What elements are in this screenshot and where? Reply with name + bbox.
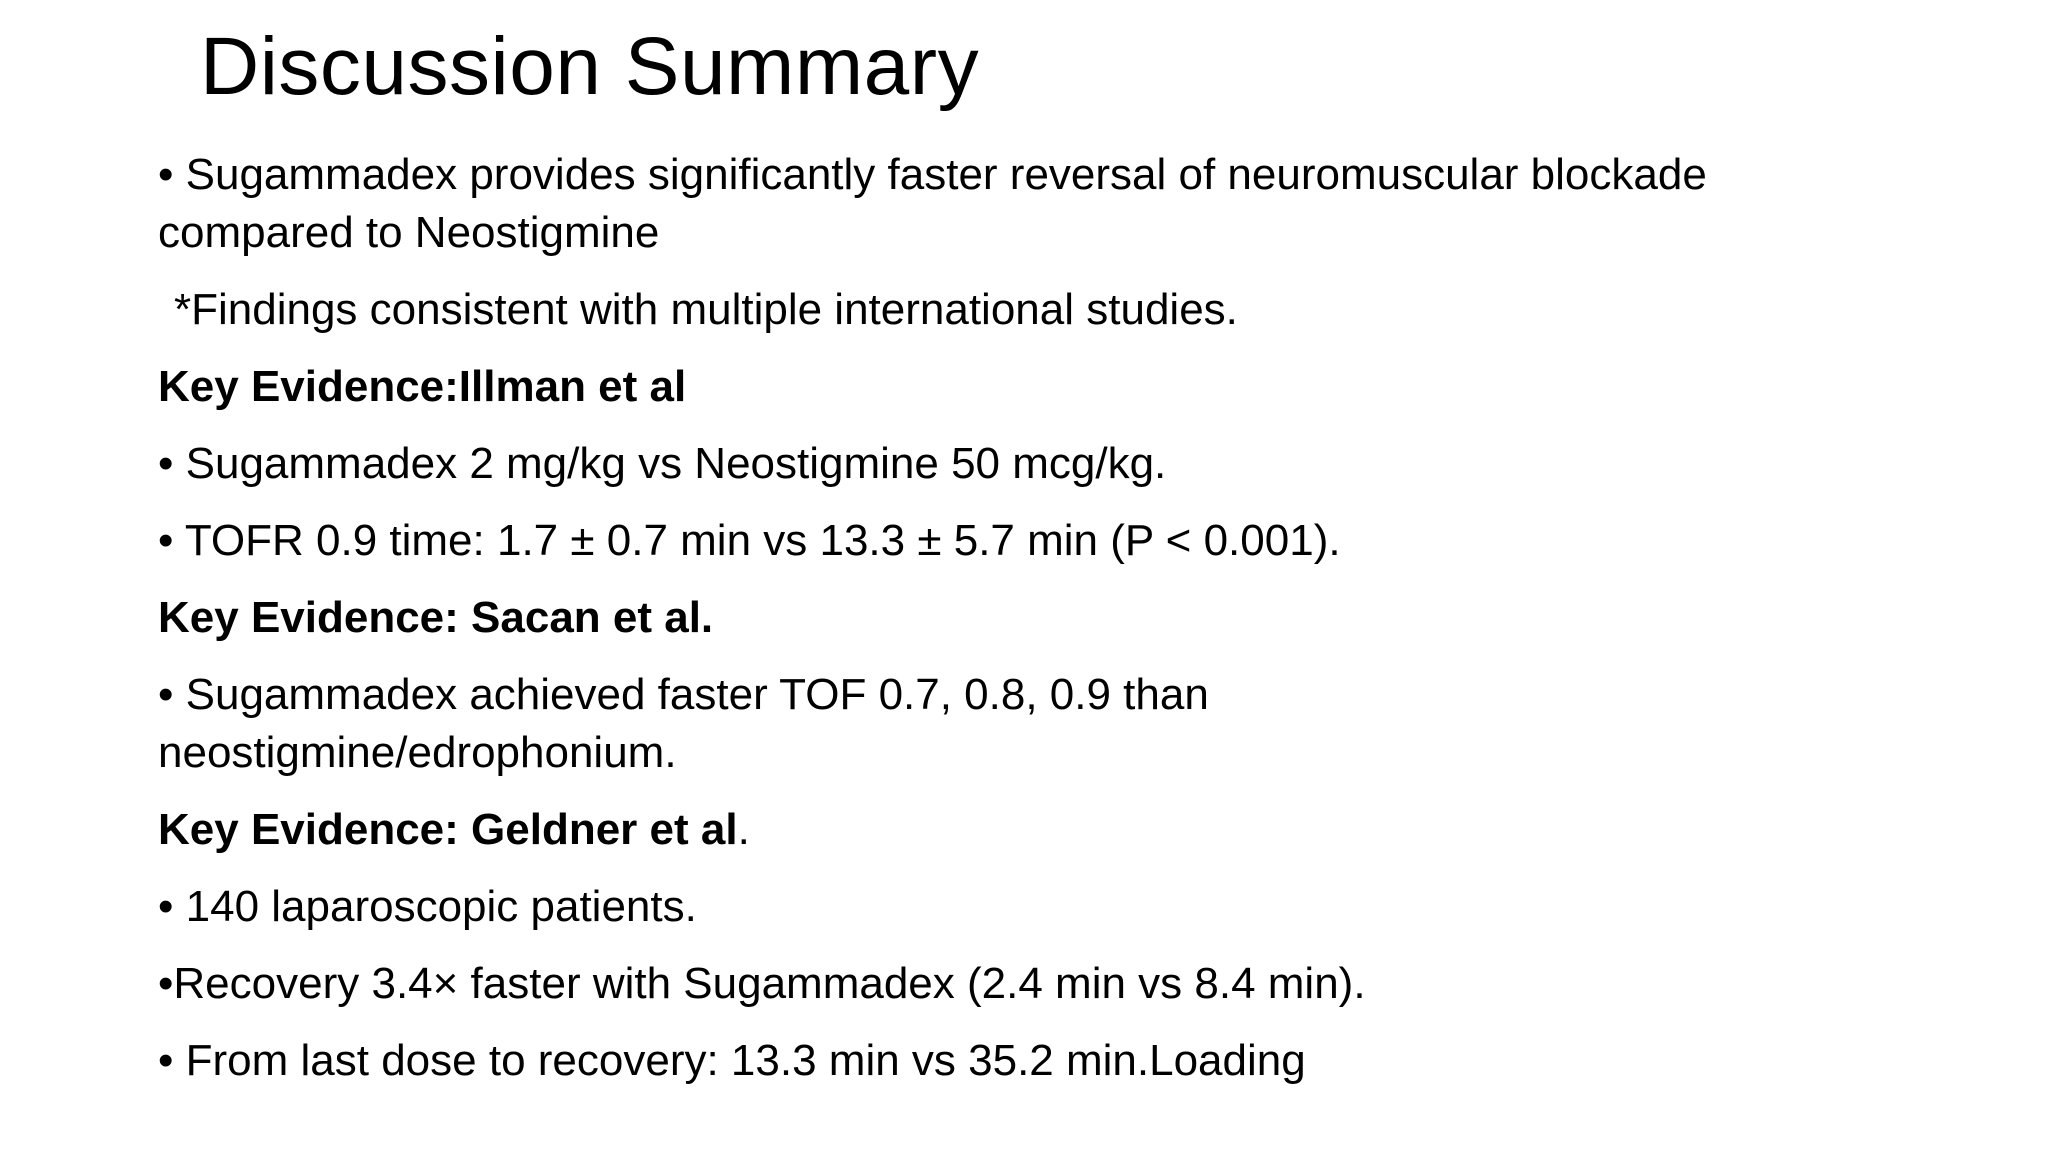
bullet-recovery: •Recovery 3.4× faster with Sugammadex (2.4 min vs 8.4 min).: [158, 959, 1366, 1008]
bullet-line: neostigmine/edrophonium.: [158, 728, 677, 777]
bullet-line: • Sugammadex provides significantly faster reversal of neuromuscular blockade: [158, 150, 1707, 199]
heading-geldner-bold: Key Evidence: Geldner et al: [158, 805, 738, 854]
bullet-last-dose: • From last dose to recovery: 13.3 min vs 35.2 min.Loading: [158, 1036, 1306, 1085]
heading-sacan: Key Evidence: Sacan et al.: [158, 593, 714, 642]
bullet-sugammadex-faster: [158, 146, 1918, 262]
bullet-tofr-time: • TOFR 0.9 time: 1.7 ± 0.7 min vs 13.3 ± 5.7 min (P < 0.001).: [158, 516, 1341, 565]
bullet-line: compared to Neostigmine: [158, 208, 660, 257]
bullet-patients: • 140 laparoscopic patients.: [158, 882, 697, 931]
bullet-line: • Sugammadex achieved faster TOF 0.7, 0.8, 0.9 than: [158, 670, 1209, 719]
slide-body: [158, 146, 1918, 1109]
footnote-findings: *Findings consistent with multiple international studies.: [174, 285, 1238, 334]
slide-title: Discussion Summary: [200, 21, 980, 112]
bullet-dosage: • Sugammadex 2 mg/kg vs Neostigmine 50 mcg/kg.: [158, 439, 1167, 488]
heading-geldner-tail: .: [737, 805, 750, 854]
heading-geldner: [158, 801, 1918, 859]
bullet-tof-faster: [158, 666, 1918, 782]
heading-illman: Key Evidence:Illman et al: [158, 362, 687, 411]
